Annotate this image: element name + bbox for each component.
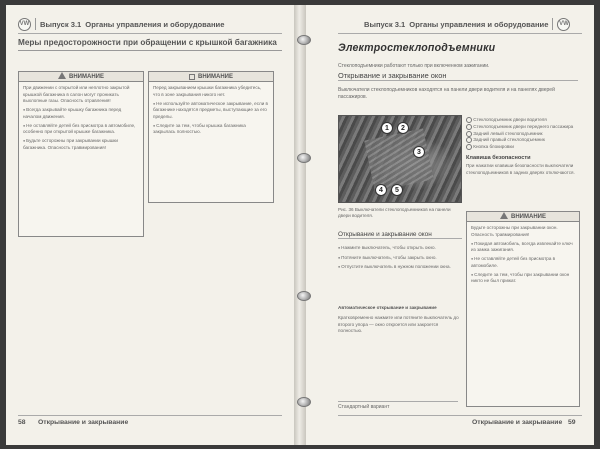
binder-ring-icon — [297, 291, 311, 301]
callout-2: 2 — [397, 122, 409, 134]
header-title: Органы управления и оборудование — [409, 19, 549, 29]
legend-marker-icon — [466, 144, 472, 150]
caution-box-left — [148, 71, 274, 203]
section-title: Меры предосторожности при обращении с крышкой багажника — [18, 38, 282, 51]
warning-paragraph: При движении с открытой или неплотно закрытой крышкой багажника в салон могут проникать выхлопные газы. Опасность отравления! — [23, 85, 130, 104]
section-subtitle: Открывание и закрывание окон — [338, 71, 578, 81]
caution-paragraph: Перед закрыванием крышки багажника убедитесь, что в зоне закрывания никого нет. — [153, 85, 262, 97]
warning-box-left — [18, 71, 144, 237]
warning-box-right — [466, 211, 580, 407]
caution-text — [149, 82, 273, 141]
footer-page-number: 58 — [18, 419, 26, 426]
manual-spread — [6, 5, 594, 445]
binder-ring-icon — [297, 35, 311, 45]
callout-4: 4 — [375, 184, 387, 196]
intro-text: Выключатели стеклоподъемников находятся на панели двери водителя и на панелях дверей пассажиров. — [338, 87, 555, 100]
header-separator — [552, 18, 553, 30]
caution-header — [149, 72, 273, 82]
switch-legend — [466, 117, 578, 151]
auto-text: Кратковременно нажмите или потяните выключатель до второго упора — окно откроется или закроется полностью. — [338, 315, 459, 334]
warning-paragraph: ● Покидая автомобиль, всегда извлекайте ключ из замка зажигания. — [471, 241, 575, 254]
legend-item: Кнопка блокировки — [466, 144, 578, 151]
callout-5: 5 — [391, 184, 403, 196]
left-header — [18, 15, 224, 33]
footer-rule — [338, 415, 582, 416]
legend-item: Стеклоподъемник двери водителя — [466, 117, 578, 124]
door-switch-photo — [338, 115, 462, 203]
warning-paragraph: ● Будьте осторожны при закрывании крышки багажника. Опасность травмирования! — [23, 138, 139, 151]
warning-paragraph: ● Не оставляйте детей без присмотра в автомобиле. — [471, 256, 575, 269]
warning-header — [467, 212, 579, 222]
warning-paragraph: ● Следите за тем, чтобы при закрывании окон никто не был прижат. — [471, 272, 575, 285]
warning-paragraph: ● Всегда закрывайте крышку багажника перед началом движения. — [23, 107, 139, 120]
door-panel-shape — [364, 128, 434, 191]
step-item: ● Нажмите выключатель, чтобы открыть окно. — [338, 245, 462, 252]
header-chapter: Выпуск 3.1 — [364, 19, 406, 29]
warning-paragraph: Будьте осторожны при закрывании окон. Опасность травмирования! — [471, 225, 558, 237]
warning-paragraph: ● Не оставляйте детей без присмотра в автомобиле, особенно при открытой крышке багажника. — [23, 123, 139, 136]
legend-item: Задний левый стеклоподъемник — [466, 131, 578, 138]
vw-logo-icon: VW — [18, 18, 31, 31]
caution-paragraph: ● Не используйте автоматическое закрывание, если в багажнике находятся предметы, выступающие за его пределы. — [153, 101, 269, 121]
auto-title: Автоматическое открывание и закрывание — [338, 305, 437, 310]
legend-item: Стеклоподъемник двери переднего пассажира — [466, 124, 578, 131]
footnote: Стандартный вариант — [338, 401, 458, 411]
figure-caption: Рис. 36 Выключатели стеклоподъемников на панели двери водителя. — [338, 207, 451, 218]
caution-square-icon — [189, 74, 195, 80]
warning-title: ВНИМАНИЕ — [511, 213, 546, 220]
header-separator — [35, 18, 36, 30]
binding-gutter — [294, 5, 306, 445]
legend-marker-icon — [466, 137, 472, 143]
warning-header — [19, 72, 143, 82]
legend-marker-icon — [466, 117, 472, 123]
right-page — [302, 5, 594, 445]
right-header — [364, 15, 570, 33]
footer-page-number: 59 — [568, 419, 576, 426]
caution-paragraph: ● Следите за тем, чтобы крышка багажника закрылась полностью. — [153, 123, 269, 136]
step-item: ● Отпустите выключатель в нужном положении окна. — [338, 264, 462, 271]
left-page — [6, 5, 298, 445]
footer-title: Открывание и закрывание — [472, 419, 563, 426]
header-title: Органы управления и оборудование — [85, 19, 225, 29]
binder-ring-icon — [297, 397, 311, 407]
vw-logo-icon: VW — [557, 18, 570, 31]
header-rule — [18, 33, 282, 34]
callout-3: 3 — [413, 146, 425, 158]
warning-text — [467, 222, 579, 290]
lead-text: Стеклоподъемники работают только при включенном зажигании. — [338, 63, 490, 69]
warning-text — [19, 82, 143, 157]
binder-ring-icon — [297, 153, 311, 163]
legend-item: Задний правый стеклоподъемник — [466, 137, 578, 144]
warning-title: ВНИМАНИЕ — [69, 73, 104, 80]
legend-marker-icon — [466, 124, 472, 130]
header-rule — [338, 33, 582, 34]
page-title: Электростеклоподъемники — [338, 42, 496, 54]
step-item: ● Потяните выключатель, чтобы закрыть окно. — [338, 255, 462, 262]
steps-title: Открывание и закрывание окон — [338, 231, 462, 239]
callout-1: 1 — [381, 122, 393, 134]
safety-text: При нажатии клавиши безопасности выключатели стеклоподъемников в задних дверях отключаются. — [466, 163, 575, 175]
warning-triangle-icon — [58, 72, 66, 79]
caution-title: ВНИМАНИЕ — [198, 73, 233, 80]
legend-marker-icon — [466, 131, 472, 137]
footer-rule — [18, 415, 282, 416]
header-chapter: Выпуск 3.1 — [40, 19, 82, 29]
steps-list — [338, 245, 462, 274]
warning-triangle-icon — [500, 212, 508, 219]
footer-title: Открывание и закрывание — [38, 419, 129, 426]
safety-title: Клавиша безопасности — [466, 155, 531, 161]
